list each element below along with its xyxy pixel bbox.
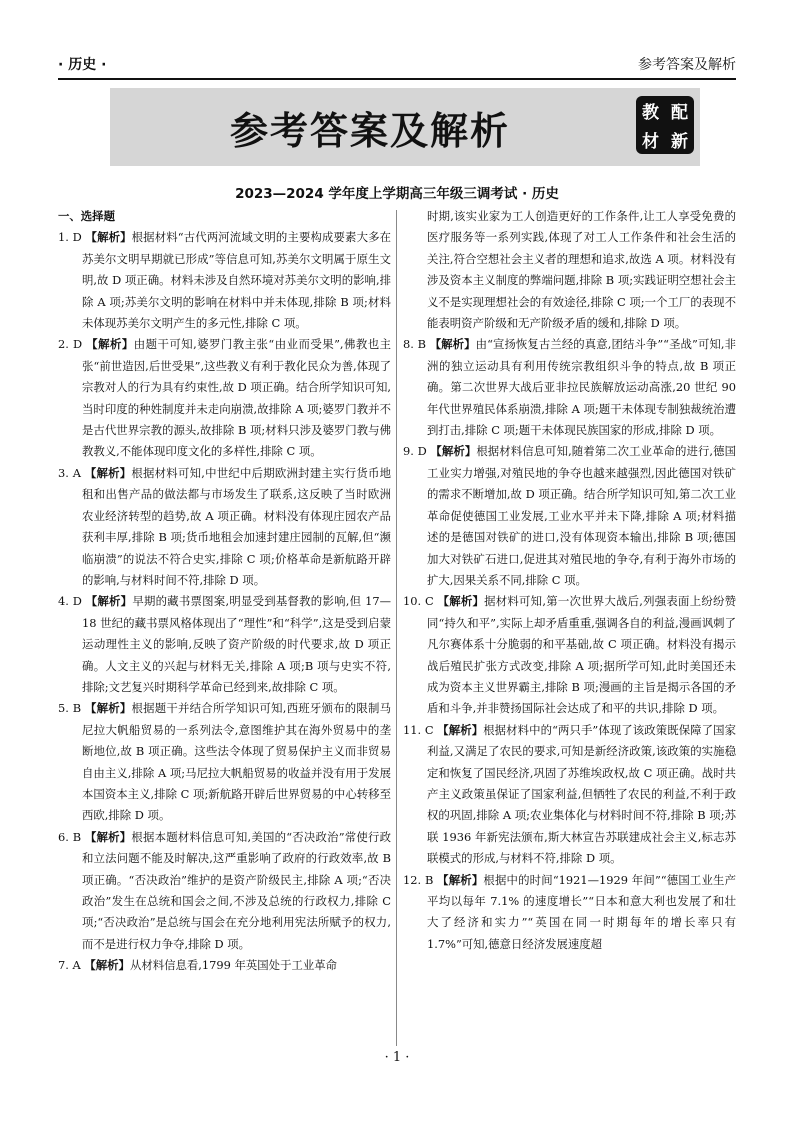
analysis-text: 由题干可知,婆罗门教主张“由业而受果”,佛教也主张“前世造因,后世受果”,这些教义有利于教化民众为善,体现了宗教对人的行为具有约束性,故 D 项正确。结合所学知识可知,当时印度的种姓制度并未走向崩溃,故排除 A 项;婆罗门教并不是古代世界宗教的源头,故排除 B 项;材料只涉及婆罗门教与佛教教义,不能体现印度文化的多样性,排除 C 项。 <box>82 337 391 459</box>
analysis-text: 根据材料中的“两只手”体现了该政策既保障了国家利益,又满足了农民的要求,可知是新经济政策,该政策的实施稳定和恢复了国民经济,巩固了苏维埃政权,故 C 项正确。战时共产主义政策虽保证了国家利益,但牺牲了农民的利益,不利于政权的巩固,排除 A 项;农业集体化与材料时间不符,排除 B 项;苏联 1936 年新宪法颁布,斯大林宣告苏联建成社会主义,标志苏联模式的形成,与材料不符,排除 D 项。 <box>427 722 736 866</box>
analysis-text: 根据材料可知,中世纪中后期欧洲封建主实行货币地租和出售产品的做法都与市场发生了联系,这反映了当时欧洲农业经济转型的趋势,故 A 项正确。材料没有体现庄园农产品获利丰厚,排除 B 项;货币地租会加速封建庄园制的瓦解,但“濒临崩溃”的说法不符合史实,排除 C 项;价格革命是新航路开辟的影响,与材料时间不符,排除 D 项。 <box>82 465 391 587</box>
logo-char: 材 <box>642 132 659 152</box>
answer-item <box>403 441 736 591</box>
analysis-tag: 【解析】 <box>429 337 476 352</box>
analysis-tag: 【解析】 <box>437 594 485 609</box>
answer-item <box>58 955 391 976</box>
question-number: 7. <box>58 958 69 973</box>
analysis-tag: 【解析】 <box>430 444 477 459</box>
answer-letter: B <box>72 829 82 844</box>
section-title: 一、选择题 <box>58 209 115 223</box>
answer-item <box>403 591 736 719</box>
analysis-tag: 【解析】 <box>85 701 132 716</box>
answer-letter: D <box>72 594 82 609</box>
analysis-tag: 【解析】 <box>437 872 484 887</box>
analysis-text: 时期,该实业家为工人创造更好的工作条件,让工人享受免费的医疗服务等一系列实践,体现了对工人工作条件和社会生活的关注,符合空想社会主义者的理想和追求,故选 A 项。材料没有涉及资本主义制度的弊端问题,排除 B 项;实践证明空想社会主义不是实现理想社会的有效途径,排除 C 项;一个工厂的表现不能表明资产阶级和无产阶级矛盾的缓和,排除 D 项。 <box>427 209 736 331</box>
analysis-tag: 【解析】 <box>437 722 484 737</box>
answer-item <box>403 870 736 956</box>
question-number: 4. <box>58 594 69 609</box>
answer-item <box>58 591 391 698</box>
answer-item <box>58 827 391 955</box>
analysis-text: 据材料可知,第一次世界大战后,列强表面上纷纷赞同“持久和平”,实际上却矛盾重重,强调各自的利益,漫画讽刺了凡尔赛体系十分脆弱的和平基础,故 C 项正确。材料没有揭示战后殖民扩张方式改变,排除 A 项;据所学可知,此时美国还未成为资本主义世界霸主,排除 B 项;漫画的主旨是揭示各国的矛盾和斗争,并非赞扬国际社会达成了和平的共识,排除 D 项。 <box>427 594 736 716</box>
answer-letter: A <box>72 465 81 480</box>
analysis-text: 根据中的时间“1921—1929 年间”“德国工业生产平均以每年 7.1% 的速度增长”“日本和意大利也发展了和壮大了经济和实力”“英国在同一时期每年的增长率只有 1.7%”可知,德意日经济发展速度超 <box>427 872 736 951</box>
answer-letter: A <box>72 958 81 973</box>
answer-letter: B <box>424 872 434 887</box>
banner-title: 参考答案及解析 <box>230 108 511 153</box>
question-number: 3. <box>58 465 69 480</box>
answer-letter: D <box>417 444 427 459</box>
answer-letter: D <box>72 230 82 245</box>
analysis-text: 根据题干并结合所学知识可知,西班牙颁布的限制马尼拉大帆船贸易的一系列法令,意图维护其在海外贸易中的垄断地位,故 B 项正确。这些法令体现了贸易保护主义而非贸易自由主义,排除 A 项;马尼拉大帆船贸易的收益并没有用于发展本国资本主义,排除 C 项;新航路开辟后世界贸易的中心转移至西欧,排除 D 项。 <box>82 701 391 823</box>
question-number: 10. <box>403 594 422 609</box>
question-number: 2. <box>58 337 69 352</box>
header-right-title: 参考答案及解析 <box>638 57 736 73</box>
exam-subtitle: 2023—2024 学年度上学期高三年级三调考试 · 历史 <box>235 186 559 202</box>
analysis-text: 由“宣扬恢复古兰经的真意,团结斗争”“圣战”可知,非洲的独立运动具有利用传统宗教组织斗争的特点,故 B 项正确。第二次世界大战后亚非拉民族解放运动高涨,20 世纪 90 年代世界殖民体系崩溃,排除 A 项;题干未体现专制独裁统治遭到打击,排除 C 项;题干未体现民族国家的形成,排除 D 项。 <box>427 337 736 438</box>
analysis-tag: 【解析】 <box>84 958 130 973</box>
question-number: 1. <box>58 230 69 245</box>
analysis-tag: 【解析】 <box>85 594 133 609</box>
analysis-tag: 【解析】 <box>84 465 132 480</box>
logo-char: 教 <box>642 103 659 123</box>
question-number: 11. <box>403 722 422 737</box>
question-number: 12. <box>403 872 422 887</box>
analysis-tag: 【解析】 <box>86 337 134 352</box>
answer-letter: D <box>72 337 83 352</box>
answer-item <box>403 720 736 870</box>
answer-item <box>58 698 391 826</box>
analysis-text: 根据材料“古代两河流域文明的主要构成要素大多在苏美尔文明早期就已形成”等信息可知,苏美尔文明属于原生文明,故 D 项正确。材料未涉及自然环境对苏美尔文明的影响,排除 A 项;苏美尔文明的影响在材料中并未体现,排除 B 项;材料未体现苏美尔文明产生的多元性,排除 C 项。 <box>82 230 391 331</box>
answer-letter: C <box>424 722 434 737</box>
answer-item <box>58 227 391 334</box>
right-column <box>403 206 736 1046</box>
logo-char: 配 <box>671 103 688 123</box>
left-column <box>58 206 391 1046</box>
analysis-text: 根据本题材料信息可知,美国的“否决政治”常使行政和立法问题不能及时解决,这严重影响了政府的行政效率,故 B 项正确。“否决政治”维护的是资产阶级民主,排除 A 项;“否决政治”发生在总统和国会之间,不涉及总统的行政权力,排除 C 项;“否决政治”是总统与国会在充分地利用宪法所赋予的权力,而不是进行权力争夺,排除 D 项。 <box>82 829 391 951</box>
analysis-tag: 【解析】 <box>85 230 132 245</box>
answer-item <box>58 463 391 591</box>
page-number: · 1 · <box>384 1050 410 1065</box>
analysis-text: 根据材料信息可知,随着第二次工业革命的进行,德国工业实力增强,对殖民地的争夺也越来越强烈,因此德国对铁矿的需求不断增加,故 D 项正确。结合所学知识可知,第二次工业革命促使德国工业发展,工业水平并未下降,排除 A 项;材料描述的是德国对铁矿的进口,没有体现资本输出,排除 B 项;德国加大对铁矿石进口,促进其对殖民地的争夺,有利于海外市场的扩大,因果关系不同,排除 C 项。 <box>427 444 736 587</box>
answer-item <box>403 206 736 334</box>
analysis-text: 早期的藏书票图案,明显受到基督教的影响,但 17—18 世纪的藏书票风格体现出了“理性”和“科学”,这是受到启蒙运动理性主义的影响,反映了资产阶级的时代要求,故 D 项正确。人文主义的兴起与材料无关,排除 A 项;B 项与史实不符,排除;文艺复兴时期科学革命已经到来,故排除 C 项。 <box>82 594 391 694</box>
answer-item <box>403 334 736 441</box>
analysis-text: 从材料信息看,1799 年英国处于工业革命 <box>129 958 338 973</box>
answer-letter: C <box>425 594 434 609</box>
subject-label: · 历史 · <box>58 57 107 73</box>
analysis-tag: 【解析】 <box>84 829 132 844</box>
question-number: 9. <box>403 444 414 459</box>
logo-char: 新 <box>671 132 688 152</box>
question-number: 8. <box>403 337 414 352</box>
content-columns <box>58 206 736 1046</box>
title-banner <box>110 88 700 166</box>
answer-letter: B <box>417 337 426 352</box>
answer-item <box>58 334 391 462</box>
answer-letter: B <box>72 701 82 716</box>
question-number: 5. <box>58 701 69 716</box>
page-header <box>58 50 736 80</box>
question-number: 6. <box>58 829 69 844</box>
logo-badge <box>636 96 694 154</box>
